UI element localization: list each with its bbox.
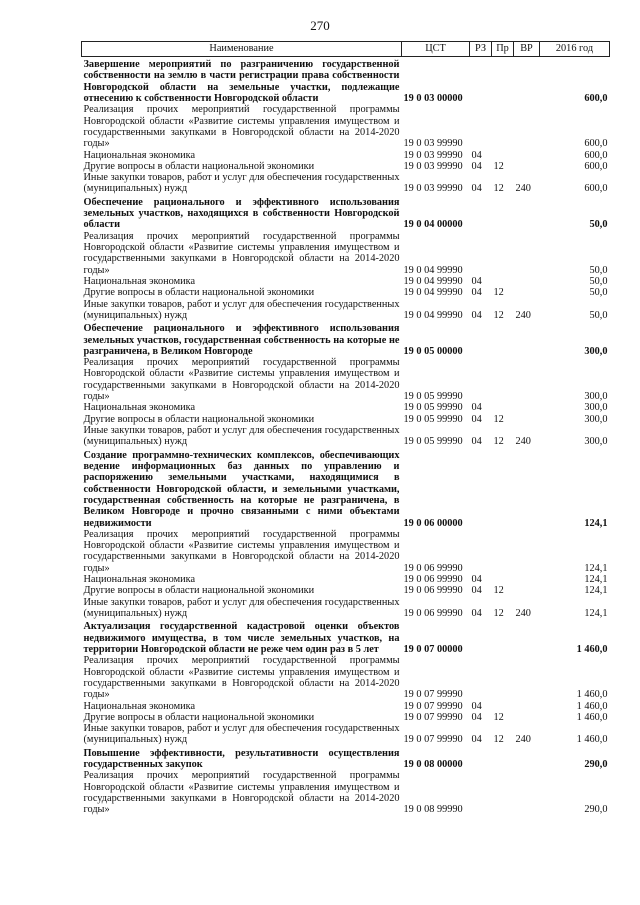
cell-pr: 12: [493, 309, 504, 321]
cell-cst: 19 0 04 99990: [403, 275, 463, 287]
cell-pr: [492, 655, 514, 700]
cell-cst: 19 0 07 99990: [403, 689, 463, 701]
header-year: 2016 год: [540, 42, 610, 57]
cell-rz: [470, 104, 492, 149]
cell-vr: [514, 574, 540, 585]
table-row: [82, 529, 610, 574]
cell-amount: 300,0: [584, 436, 608, 448]
cell-rz: [470, 231, 492, 276]
cell-name: Иные закупки товаров, работ и услуг для обеспечения государственных (муниципальных) нужд: [83, 425, 400, 448]
table-row: [82, 57, 610, 105]
budget-table: [81, 41, 610, 816]
cell-cst: 19 0 04 99990: [403, 264, 463, 276]
cell-vr: [514, 529, 540, 574]
table-row: [82, 172, 610, 195]
cell-rz: [470, 770, 492, 815]
cell-name: Иные закупки товаров, работ и услуг для обеспечения государственных (муниципальных) нужд: [83, 723, 400, 746]
cell-vr: [514, 655, 540, 700]
cell-name: Национальная экономика: [83, 275, 196, 287]
cell-amount: 50,0: [589, 287, 608, 299]
header-rz: РЗ: [470, 42, 492, 57]
cell-amount: 1 460,0: [576, 689, 608, 701]
cell-vr: [514, 276, 540, 287]
cell-amount: 50,0: [589, 264, 608, 276]
table-row: [82, 150, 610, 161]
cell-vr: [514, 619, 540, 655]
cell-cst: 19 0 08 00000: [403, 759, 463, 771]
cell-amount: 1 460,0: [576, 643, 608, 655]
cell-cst: 19 0 06 99990: [403, 608, 463, 619]
cell-rz: 04: [471, 608, 482, 619]
cell-pr: [492, 402, 514, 413]
cell-amount: 290,0: [584, 804, 608, 816]
cell-rz: [470, 321, 492, 357]
cell-pr: 12: [493, 585, 504, 597]
cell-rz: [470, 746, 492, 771]
cell-rz: 04: [471, 402, 482, 414]
cell-pr: 12: [493, 287, 504, 299]
cell-cst: 19 0 07 00000: [403, 643, 463, 655]
cell-pr: [492, 746, 514, 771]
cell-vr: [514, 150, 540, 161]
cell-amount: 124,1: [584, 562, 608, 574]
cell-amount: 290,0: [584, 759, 608, 771]
table-row: [82, 770, 610, 815]
cell-name: Другие вопросы в области национальной экономики: [83, 160, 315, 172]
cell-cst: 19 0 05 99990: [403, 391, 463, 403]
cell-vr: [514, 770, 540, 815]
cell-pr: [492, 448, 514, 529]
cell-cst: 19 0 04 99990: [403, 287, 463, 299]
cell-rz: 04: [471, 287, 482, 299]
cell-name: Повышение эффективности, результативности осуществления государственных закупок: [83, 747, 400, 771]
cell-name: Реализация прочих мероприятий государственной программы Новгородской области «Развитие системы управления имуществом и государственными закупками в Новгородской области на 2014-2020 годы»: [83, 230, 400, 276]
cell-vr: 240: [515, 734, 531, 746]
table-row: [82, 597, 610, 620]
cell-pr: [492, 619, 514, 655]
cell-rz: [470, 529, 492, 574]
cell-amount: 1 460,0: [576, 711, 608, 723]
table-body: [82, 57, 610, 816]
cell-amount: 124,1: [584, 574, 608, 586]
cell-cst: 19 0 03 99990: [403, 149, 463, 161]
cell-rz: [470, 195, 492, 231]
cell-rz: [470, 655, 492, 700]
header-cst: ЦСТ: [402, 42, 470, 57]
table-row: [82, 299, 610, 322]
cell-amount: 300,0: [584, 402, 608, 414]
cell-cst: 19 0 07 99990: [403, 700, 463, 712]
cell-vr: [514, 287, 540, 298]
cell-vr: 240: [515, 309, 531, 321]
cell-amount: 1 460,0: [576, 700, 608, 712]
cell-vr: [514, 161, 540, 172]
cell-cst: 19 0 05 00000: [403, 345, 463, 357]
cell-name: Реализация прочих мероприятий государственной программы Новгородской области «Развитие системы управления имуществом и государственными закупками в Новгородской области на 2014-2020 годы»: [83, 528, 400, 574]
cell-vr: [514, 712, 540, 723]
cell-rz: 04: [471, 160, 482, 172]
cell-cst: 19 0 04 99990: [403, 309, 463, 321]
header-name: Наименование: [82, 42, 402, 57]
cell-cst: 19 0 06 99990: [403, 585, 463, 597]
cell-rz: [470, 357, 492, 402]
table-row: [82, 585, 610, 596]
page-number: 270: [310, 18, 330, 33]
cell-name: Обеспечение рационального и эффективного использования земельных участков, находящихся в собственности Новгородской области: [83, 196, 400, 231]
cell-cst: 19 0 03 00000: [403, 92, 463, 104]
cell-name: Актуализация государственной кадастровой оценки объектов недвижимого имущества, в том числе земельных участков, на территории Новгородской области не реже чем один раз в 5 лет: [83, 621, 400, 655]
cell-pr: [492, 57, 514, 105]
cell-rz: 04: [471, 711, 482, 723]
cell-name: Иные закупки товаров, работ и услуг для обеспечения государственных (муниципальных) нужд: [83, 172, 400, 195]
table-header: [82, 42, 610, 57]
cell-name: Иные закупки товаров, работ и услуг для обеспечения государственных (муниципальных) нужд: [83, 298, 400, 321]
table-row: [82, 746, 610, 771]
cell-pr: [492, 104, 514, 149]
cell-name: Реализация прочих мероприятий государственной программы Новгородской области «Развитие системы управления имуществом и государственными закупками в Новгородской области на 2014-2020 годы»: [83, 655, 400, 701]
cell-name: Реализация прочих мероприятий государственной программы Новгородской области «Развитие системы управления имуществом и государственными закупками в Новгородской области на 2014-2020 годы»: [83, 357, 400, 403]
cell-pr: 12: [493, 608, 504, 619]
cell-rz: 04: [471, 436, 482, 448]
cell-amount: 1 460,0: [576, 734, 608, 746]
cell-cst: 19 0 05 99990: [403, 413, 463, 425]
cell-pr: [492, 231, 514, 276]
cell-amount: 50,0: [589, 275, 608, 287]
cell-rz: 04: [471, 149, 482, 161]
cell-cst: 19 0 03 99990: [403, 138, 463, 150]
table-row: [82, 448, 610, 529]
table-row: [82, 655, 610, 700]
table-row: [82, 574, 610, 585]
cell-pr: [492, 770, 514, 815]
table-row: [82, 402, 610, 413]
cell-pr: 12: [493, 413, 504, 425]
cell-amount: 300,0: [584, 391, 608, 403]
cell-cst: 19 0 03 99990: [403, 160, 463, 172]
cell-amount: 300,0: [584, 345, 608, 357]
cell-amount: 600,0: [584, 92, 608, 104]
cell-pr: [492, 195, 514, 231]
cell-amount: 600,0: [584, 149, 608, 161]
cell-pr: [492, 321, 514, 357]
cell-name: Другие вопросы в области национальной экономики: [83, 287, 315, 299]
cell-rz: [470, 619, 492, 655]
cell-cst: 19 0 06 99990: [403, 562, 463, 574]
cell-name: Другие вопросы в области национальной экономики: [83, 413, 315, 425]
cell-amount: 50,0: [589, 219, 608, 231]
cell-vr: [514, 448, 540, 529]
cell-vr: 240: [515, 436, 531, 448]
cell-name: Национальная экономика: [83, 574, 196, 586]
cell-pr: [492, 150, 514, 161]
table-row: [82, 723, 610, 746]
cell-name: Другие вопросы в области национальной экономики: [83, 585, 315, 597]
cell-pr: 12: [493, 160, 504, 172]
cell-pr: [492, 276, 514, 287]
cell-cst: 19 0 08 99990: [403, 804, 463, 816]
cell-pr: 12: [493, 734, 504, 746]
cell-amount: 300,0: [584, 413, 608, 425]
cell-pr: [492, 357, 514, 402]
cell-rz: 04: [471, 734, 482, 746]
table-row: [82, 619, 610, 655]
cell-cst: 19 0 04 00000: [403, 219, 463, 231]
cell-rz: [470, 57, 492, 105]
cell-cst: 19 0 05 99990: [403, 402, 463, 414]
cell-vr: [514, 701, 540, 712]
cell-cst: 19 0 03 99990: [403, 183, 463, 195]
cell-vr: [514, 321, 540, 357]
cell-amount: 124,1: [584, 585, 608, 597]
cell-name: Другие вопросы в области национальной экономики: [83, 711, 315, 723]
cell-rz: 04: [471, 574, 482, 586]
cell-pr: [492, 701, 514, 712]
cell-cst: 19 0 07 99990: [403, 711, 463, 723]
table-row: [82, 425, 610, 448]
cell-vr: [514, 357, 540, 402]
cell-rz: 04: [471, 183, 482, 195]
cell-amount: 50,0: [589, 309, 608, 321]
cell-rz: 04: [471, 413, 482, 425]
cell-pr: 12: [493, 183, 504, 195]
cell-name: Национальная экономика: [83, 149, 196, 161]
table-row: [82, 701, 610, 712]
cell-cst: 19 0 05 99990: [403, 436, 463, 448]
cell-amount: 124,1: [584, 517, 608, 529]
cell-amount: 600,0: [584, 138, 608, 150]
cell-rz: 04: [471, 585, 482, 597]
cell-vr: [514, 104, 540, 149]
table-row: [82, 231, 610, 276]
cell-cst: 19 0 06 00000: [403, 517, 463, 529]
cell-vr: [514, 195, 540, 231]
cell-vr: 240: [515, 608, 531, 619]
table-row: [82, 414, 610, 425]
table-row: [82, 276, 610, 287]
cell-vr: 240: [515, 183, 531, 195]
table-row: [82, 161, 610, 172]
header-vr: ВР: [514, 42, 540, 57]
cell-pr: [492, 574, 514, 585]
cell-pr: 12: [493, 711, 504, 723]
cell-rz: 04: [471, 700, 482, 712]
cell-name: Национальная экономика: [83, 402, 196, 414]
cell-vr: [514, 57, 540, 105]
cell-vr: [514, 585, 540, 596]
cell-name: Создание программно-технических комплексов, обеспечивающих ведение информационных баз данных по управлению и распоряжению земельными участками, находящимися в собственности Новгородской области, и земельными участками, государственная собственность на которые не разграничена, в Великом Новгороде и прочно связанными с ними объектами недвижимости: [83, 449, 400, 529]
cell-rz: 04: [471, 275, 482, 287]
cell-vr: [514, 746, 540, 771]
cell-name: Завершение мероприятий по разграничению государственной собственности на землю в части регистрации права собственности Новгородской области на земельные участки, подлежащие отнесению к собственности Новгородской области: [83, 59, 400, 104]
table-row: [82, 321, 610, 357]
cell-pr: 12: [493, 436, 504, 448]
cell-amount: 600,0: [584, 183, 608, 195]
cell-name: Национальная экономика: [83, 700, 196, 712]
cell-vr: [514, 402, 540, 413]
cell-name: Иные закупки товаров, работ и услуг для обеспечения государственных (муниципальных) нужд: [83, 596, 400, 619]
cell-amount: 124,1: [584, 608, 608, 619]
table-row: [82, 357, 610, 402]
cell-vr: [514, 231, 540, 276]
cell-cst: 19 0 06 99990: [403, 574, 463, 586]
cell-vr: [514, 414, 540, 425]
header-pr: Пр: [492, 42, 514, 57]
table-row: [82, 195, 610, 231]
table-row: [82, 104, 610, 149]
cell-name: Реализация прочих мероприятий государственной программы Новгородской области «Развитие системы управления имуществом и государственными закупками в Новгородской области на 2014-2020 годы»: [83, 770, 400, 816]
cell-name: Обеспечение рационального и эффективного использования земельных участков, государственная собственность на которые не разграничена, в Великом Новгороде: [83, 323, 400, 357]
cell-pr: [492, 529, 514, 574]
cell-rz: [470, 448, 492, 529]
table-row: [82, 712, 610, 723]
cell-cst: 19 0 07 99990: [403, 734, 463, 746]
cell-name: Реализация прочих мероприятий государственной программы Новгородской области «Развитие системы управления имуществом и государственными закупками в Новгородской области на 2014-2020 годы»: [83, 104, 400, 150]
cell-amount: 600,0: [584, 160, 608, 172]
table-row: [82, 287, 610, 298]
cell-rz: 04: [471, 309, 482, 321]
